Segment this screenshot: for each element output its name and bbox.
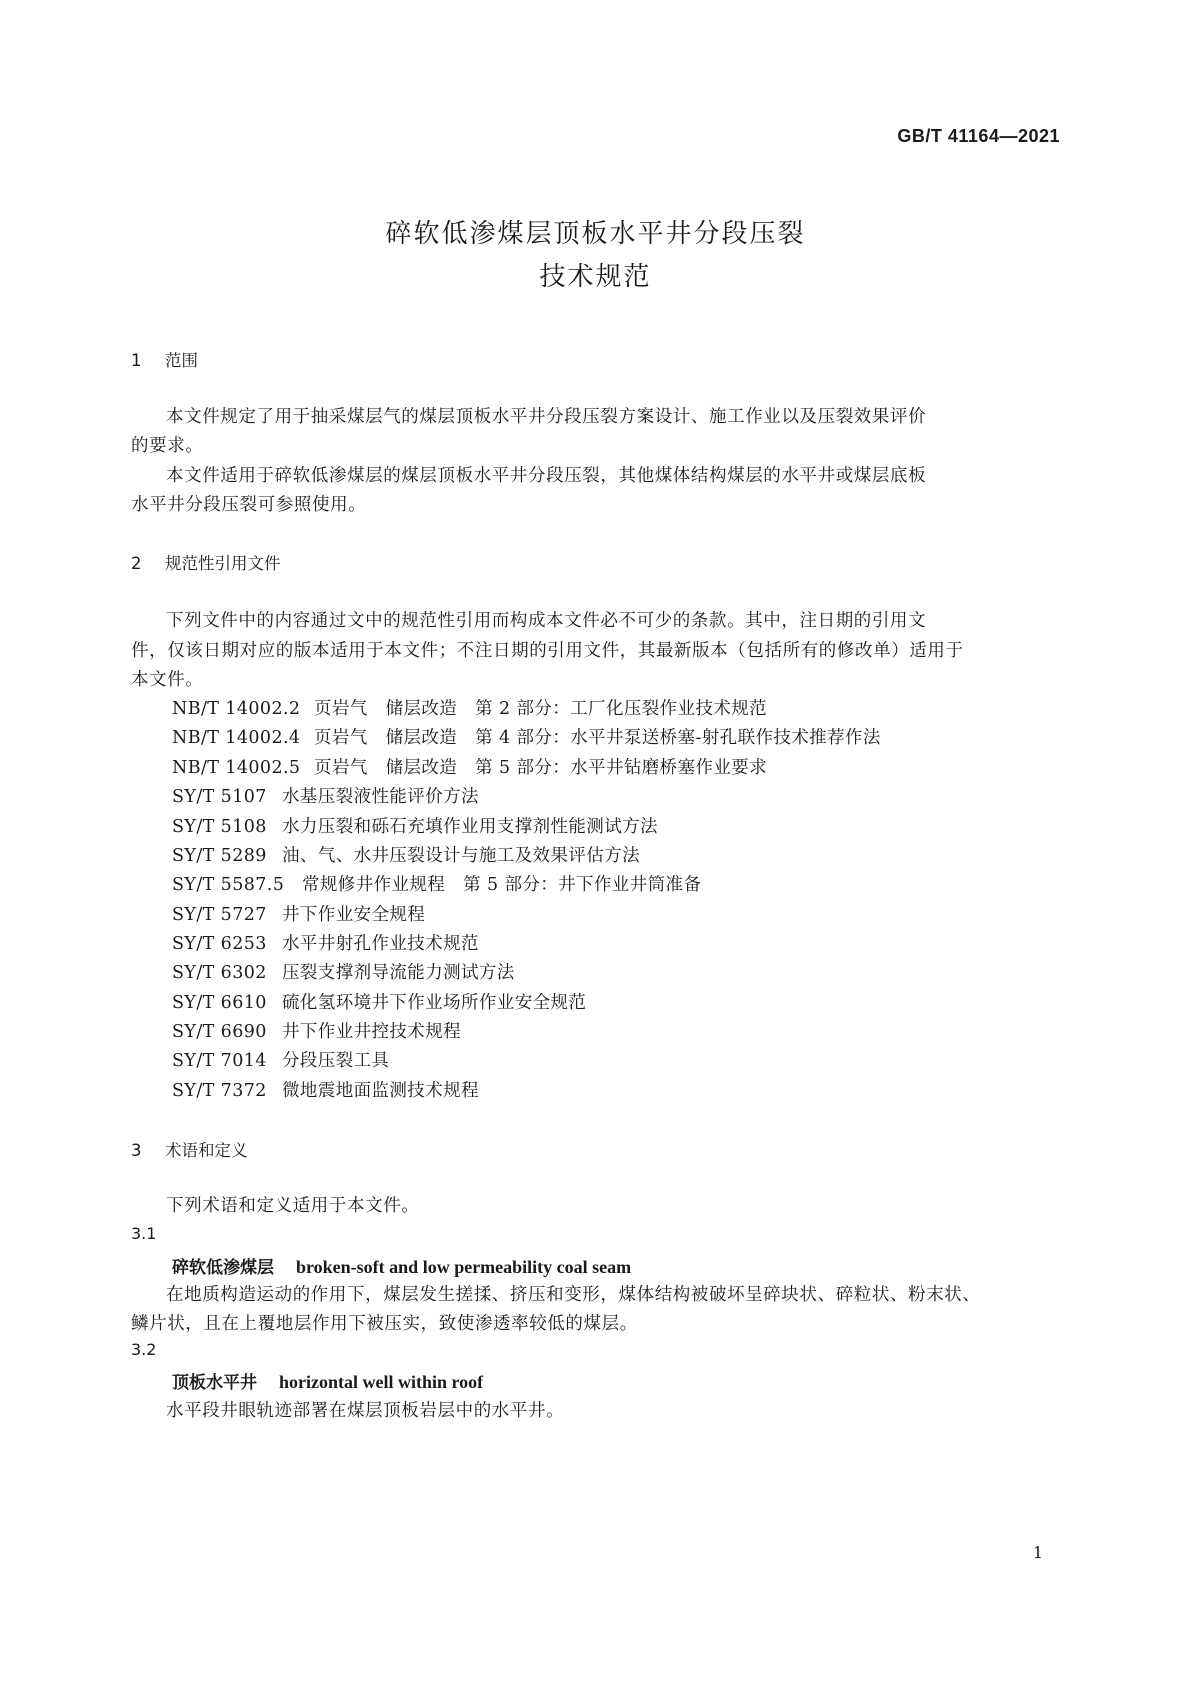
section-title: 术语和定义 xyxy=(165,1141,248,1160)
section-heading-scope xyxy=(131,347,198,371)
section-number: 1 xyxy=(131,351,142,370)
reference-code: SY/T 5289 xyxy=(172,846,267,866)
reference-code: SY/T 7372 xyxy=(172,1081,267,1101)
reference-title: 常规修井作业规程 第 5 部分：井下作业井筒准备 xyxy=(302,875,702,895)
normative-intro-line3: 本文件。 xyxy=(131,670,204,690)
reference-title: 水平井射孔作业技术规范 xyxy=(282,934,479,954)
reference-item xyxy=(172,724,881,749)
reference-code: SY/T 6690 xyxy=(172,1022,267,1042)
reference-title: 水基压裂液性能评价方法 xyxy=(282,787,479,807)
term-english: horizontal well within roof xyxy=(279,1372,484,1392)
term-chinese: 顶板水平井 xyxy=(172,1373,257,1393)
reference-code: SY/T 5108 xyxy=(172,817,267,837)
term-definition-line1: 在地质构造运动的作用下，煤层发生搓揉、挤压和变形，煤体结构被破坏呈碎块状、碎粒状、粉末状、 xyxy=(166,1285,981,1305)
document-title-line2: 技术规范 xyxy=(539,262,652,292)
reference-code: SY/T 6253 xyxy=(172,934,267,954)
reference-item xyxy=(172,930,479,955)
term-heading xyxy=(172,1253,631,1278)
reference-title: 页岩气 储层改造 第 4 部分：水平井泵送桥塞-射孔联作技术推荐作法 xyxy=(314,728,881,748)
reference-title: 水力压裂和砾石充填作业用支撑剂性能测试方法 xyxy=(282,817,658,837)
reference-item xyxy=(172,813,658,838)
reference-title: 井下作业井控技术规程 xyxy=(282,1022,461,1042)
reference-code: NB/T 14002.2 xyxy=(172,699,301,719)
section-title: 规范性引用文件 xyxy=(165,554,281,573)
reference-item xyxy=(172,871,701,896)
section-number: 3 xyxy=(131,1141,142,1160)
reference-code: SY/T 5587.5 xyxy=(172,875,285,895)
reference-code: SY/T 7014 xyxy=(172,1051,267,1071)
reference-title: 井下作业安全规程 xyxy=(282,905,426,925)
section-heading-terms-definitions xyxy=(131,1137,248,1161)
reference-item xyxy=(172,695,767,720)
document-title-line1: 碎软低渗煤层顶板水平井分段压裂 xyxy=(385,219,806,249)
section-number: 2 xyxy=(131,554,142,573)
reference-item xyxy=(172,1077,479,1102)
term-number: 3.1 xyxy=(131,1224,157,1243)
reference-code: SY/T 6610 xyxy=(172,993,267,1013)
scope-paragraph-2-line2: 水平井分段压裂可参照使用。 xyxy=(131,495,367,515)
term-definition-line1: 水平段井眼轨迹部署在煤层顶板岩层中的水平井。 xyxy=(166,1401,565,1421)
reference-code: NB/T 14002.4 xyxy=(172,728,301,748)
reference-title: 压裂支撑剂导流能力测试方法 xyxy=(282,963,515,983)
term-heading xyxy=(172,1368,483,1393)
reference-code: SY/T 5727 xyxy=(172,905,267,925)
term-definition-line2: 鳞片状，且在上覆地层作用下被压实，致使渗透率较低的煤层。 xyxy=(131,1314,638,1334)
term-english: broken-soft and low permeability coal seam xyxy=(296,1257,632,1277)
terms-intro: 下列术语和定义适用于本文件。 xyxy=(166,1196,420,1216)
reference-title: 分段压裂工具 xyxy=(282,1051,390,1071)
section-title: 范围 xyxy=(165,351,198,370)
standard-code: GB/T 41164—2021 xyxy=(897,126,1060,146)
reference-item xyxy=(172,783,479,808)
reference-code: SY/T 5107 xyxy=(172,787,267,807)
reference-code: NB/T 14002.5 xyxy=(172,758,301,778)
section-heading-normative-references xyxy=(131,550,281,574)
normative-intro-line2: 件，仅该日期对应的版本适用于本文件；不注日期的引用文件，其最新版本（包括所有的修改单）适用于 xyxy=(131,641,964,661)
reference-title: 油、气、水井压裂设计与施工及效果评估方法 xyxy=(282,846,640,866)
reference-item xyxy=(172,1047,389,1072)
scope-paragraph-1-line2: 的要求。 xyxy=(131,436,204,456)
scope-paragraph-1-line1: 本文件规定了用于抽采煤层气的煤层顶板水平井分段压裂方案设计、施工作业以及压裂效果评价 xyxy=(166,407,927,427)
normative-intro-line1: 下列文件中的内容通过文中的规范性引用而构成本文件必不可少的条款。其中，注日期的引用文 xyxy=(166,611,927,631)
reference-title: 硫化氢环境井下作业场所作业安全规范 xyxy=(282,993,587,1013)
reference-code: SY/T 6302 xyxy=(172,963,267,983)
reference-item xyxy=(172,989,586,1014)
reference-item xyxy=(172,901,425,926)
term-chinese: 碎软低渗煤层 xyxy=(172,1258,274,1278)
scope-paragraph-2-line1: 本文件适用于碎软低渗煤层的煤层顶板水平井分段压裂，其他煤体结构煤层的水平井或煤层底板 xyxy=(166,466,927,486)
reference-title: 页岩气 储层改造 第 5 部分：水平井钻磨桥塞作业要求 xyxy=(314,758,768,778)
reference-item xyxy=(172,842,640,867)
reference-item xyxy=(172,754,767,779)
reference-item xyxy=(172,959,515,984)
page-number: 1 xyxy=(1032,1543,1043,1562)
reference-item xyxy=(172,1018,461,1043)
term-number: 3.2 xyxy=(131,1340,157,1359)
reference-title: 微地震地面监测技术规程 xyxy=(282,1081,479,1101)
reference-title: 页岩气 储层改造 第 2 部分：工厂化压裂作业技术规范 xyxy=(314,699,768,719)
